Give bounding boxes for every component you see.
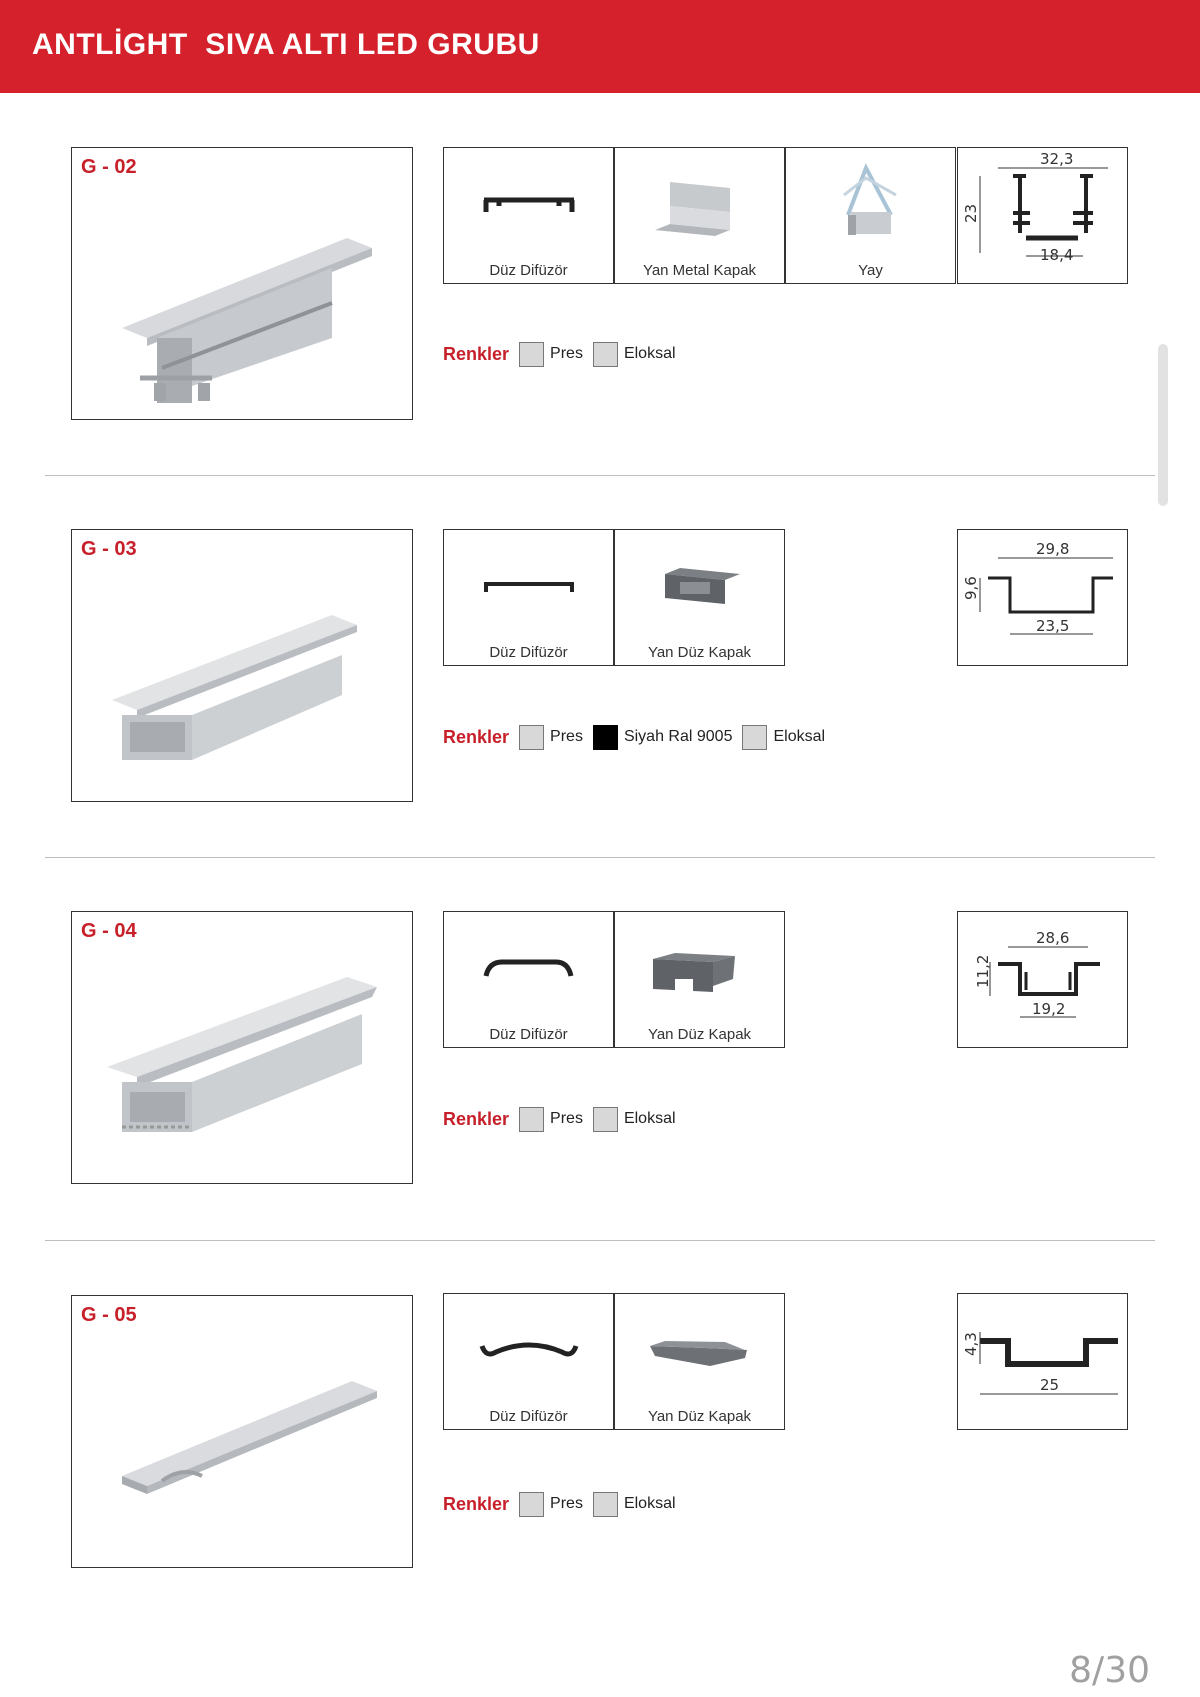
page-header: [0, 0, 1200, 93]
colors-label: Renkler: [443, 1108, 510, 1129]
accessory-label: Düz Difüzör: [489, 644, 568, 661]
color-swatch-black[interactable]: [593, 725, 618, 750]
accessory-label: Yan Metal Kapak: [642, 262, 757, 279]
accessory-card[interactable]: [443, 147, 614, 284]
product-code: G - 05: [81, 1304, 137, 1326]
accessory-label: Yay: [858, 262, 883, 279]
product-image-box[interactable]: [71, 529, 413, 802]
product-section-g02: [0, 147, 1200, 527]
section-divider: [45, 857, 1155, 858]
color-name: Eloksal: [773, 728, 826, 745]
color-name: Pres: [550, 345, 583, 362]
dim-height-label: 11,2: [974, 954, 992, 988]
dim-width-label: 29,8: [1036, 540, 1070, 558]
dim-width-label: 28,6: [1036, 929, 1070, 947]
accessory-label: Düz Difüzör: [489, 1026, 568, 1043]
color-swatch-eloksal[interactable]: [593, 342, 618, 367]
profile-cross-section: [958, 912, 1127, 1047]
color-options: [443, 722, 835, 752]
accessory-card[interactable]: [614, 1293, 785, 1430]
accessory-card[interactable]: [614, 529, 785, 666]
product-section-g03: [0, 529, 1200, 909]
product-section-g05: [0, 1293, 1200, 1673]
led-profile-image: [102, 952, 392, 1172]
product-section-g04: [0, 911, 1200, 1291]
color-swatch-pres[interactable]: [519, 1492, 544, 1517]
color-options: [443, 1489, 686, 1519]
dim-bottom-label: 23,5: [1036, 617, 1070, 635]
dim-height-label: 4,3: [962, 1332, 980, 1356]
dim-bottom-label: 18,4: [1040, 246, 1074, 264]
product-image-box[interactable]: [71, 1295, 413, 1568]
dim-height-label: 9,6: [962, 576, 980, 600]
accessory-card[interactable]: [614, 147, 785, 284]
dimension-drawing[interactable]: [957, 529, 1128, 666]
accessory-card[interactable]: [443, 911, 614, 1048]
flat-diffuser-icon: [444, 542, 613, 632]
dim-bottom-label: 19,2: [1032, 1000, 1066, 1018]
color-name: Pres: [550, 1495, 583, 1512]
side-flat-cap-icon: [615, 924, 784, 1014]
side-metal-cap-icon: [615, 160, 784, 250]
accessory-label: Düz Difüzör: [489, 262, 568, 279]
accessory-label: Yan Düz Kapak: [647, 644, 752, 661]
led-profile-image: [102, 188, 392, 408]
side-flat-cap-icon: [615, 1306, 784, 1396]
dim-height-label: 23: [962, 203, 980, 223]
colors-label: Renkler: [443, 726, 510, 747]
accessory-label: Yan Düz Kapak: [647, 1408, 752, 1425]
section-divider: [45, 475, 1155, 476]
led-profile-image: [102, 570, 392, 790]
color-swatch-eloksal[interactable]: [593, 1107, 618, 1132]
dimension-drawing[interactable]: [957, 1293, 1128, 1430]
product-code: G - 03: [81, 538, 137, 560]
product-code: G - 04: [81, 920, 137, 942]
accessory-label: Yan Düz Kapak: [647, 1026, 752, 1043]
accessory-card[interactable]: [443, 1293, 614, 1430]
color-name: Pres: [550, 1110, 583, 1127]
page-title: ANTLİGHT SIVA ALTI LED GRUBU: [32, 28, 540, 61]
flat-diffuser-icon: [444, 160, 613, 250]
led-profile-image: [102, 1336, 392, 1556]
color-name: Eloksal: [623, 1110, 676, 1127]
colors-label: Renkler: [443, 1493, 510, 1514]
accessory-card[interactable]: [443, 529, 614, 666]
accessory-card[interactable]: [614, 911, 785, 1048]
vertical-scrollbar[interactable]: [1158, 344, 1168, 506]
colors-label: Renkler: [443, 343, 510, 364]
profile-cross-section: [958, 148, 1127, 283]
color-swatch-pres[interactable]: [519, 342, 544, 367]
dim-bottom-label: 25: [1040, 1376, 1060, 1394]
color-swatch-eloksal[interactable]: [742, 725, 767, 750]
dim-width-label: 32,3: [1040, 150, 1074, 168]
color-options: [443, 339, 686, 369]
color-name: Siyah Ral 9005: [623, 728, 733, 745]
side-flat-cap-icon: [615, 542, 784, 632]
curved-diffuser-icon: [444, 1306, 613, 1396]
product-code: G - 02: [81, 156, 137, 178]
color-swatch-pres[interactable]: [519, 1107, 544, 1132]
product-image-box[interactable]: [71, 911, 413, 1184]
dimension-drawing[interactable]: [957, 147, 1128, 284]
page-number: 8/30: [1069, 1650, 1150, 1691]
color-name: Eloksal: [623, 1495, 676, 1512]
profile-cross-section: [958, 530, 1127, 665]
color-name: Eloksal: [623, 345, 676, 362]
product-image-box[interactable]: [71, 147, 413, 420]
spring-clip-icon: [786, 160, 955, 250]
color-swatch-eloksal[interactable]: [593, 1492, 618, 1517]
color-options: [443, 1104, 686, 1134]
color-name: Pres: [550, 728, 583, 745]
curved-diffuser-icon: [444, 924, 613, 1014]
accessory-card[interactable]: [785, 147, 956, 284]
color-swatch-pres[interactable]: [519, 725, 544, 750]
profile-cross-section: [958, 1294, 1127, 1429]
section-divider: [45, 1240, 1155, 1241]
accessory-label: Düz Difüzör: [489, 1408, 568, 1425]
dimension-drawing[interactable]: [957, 911, 1128, 1048]
